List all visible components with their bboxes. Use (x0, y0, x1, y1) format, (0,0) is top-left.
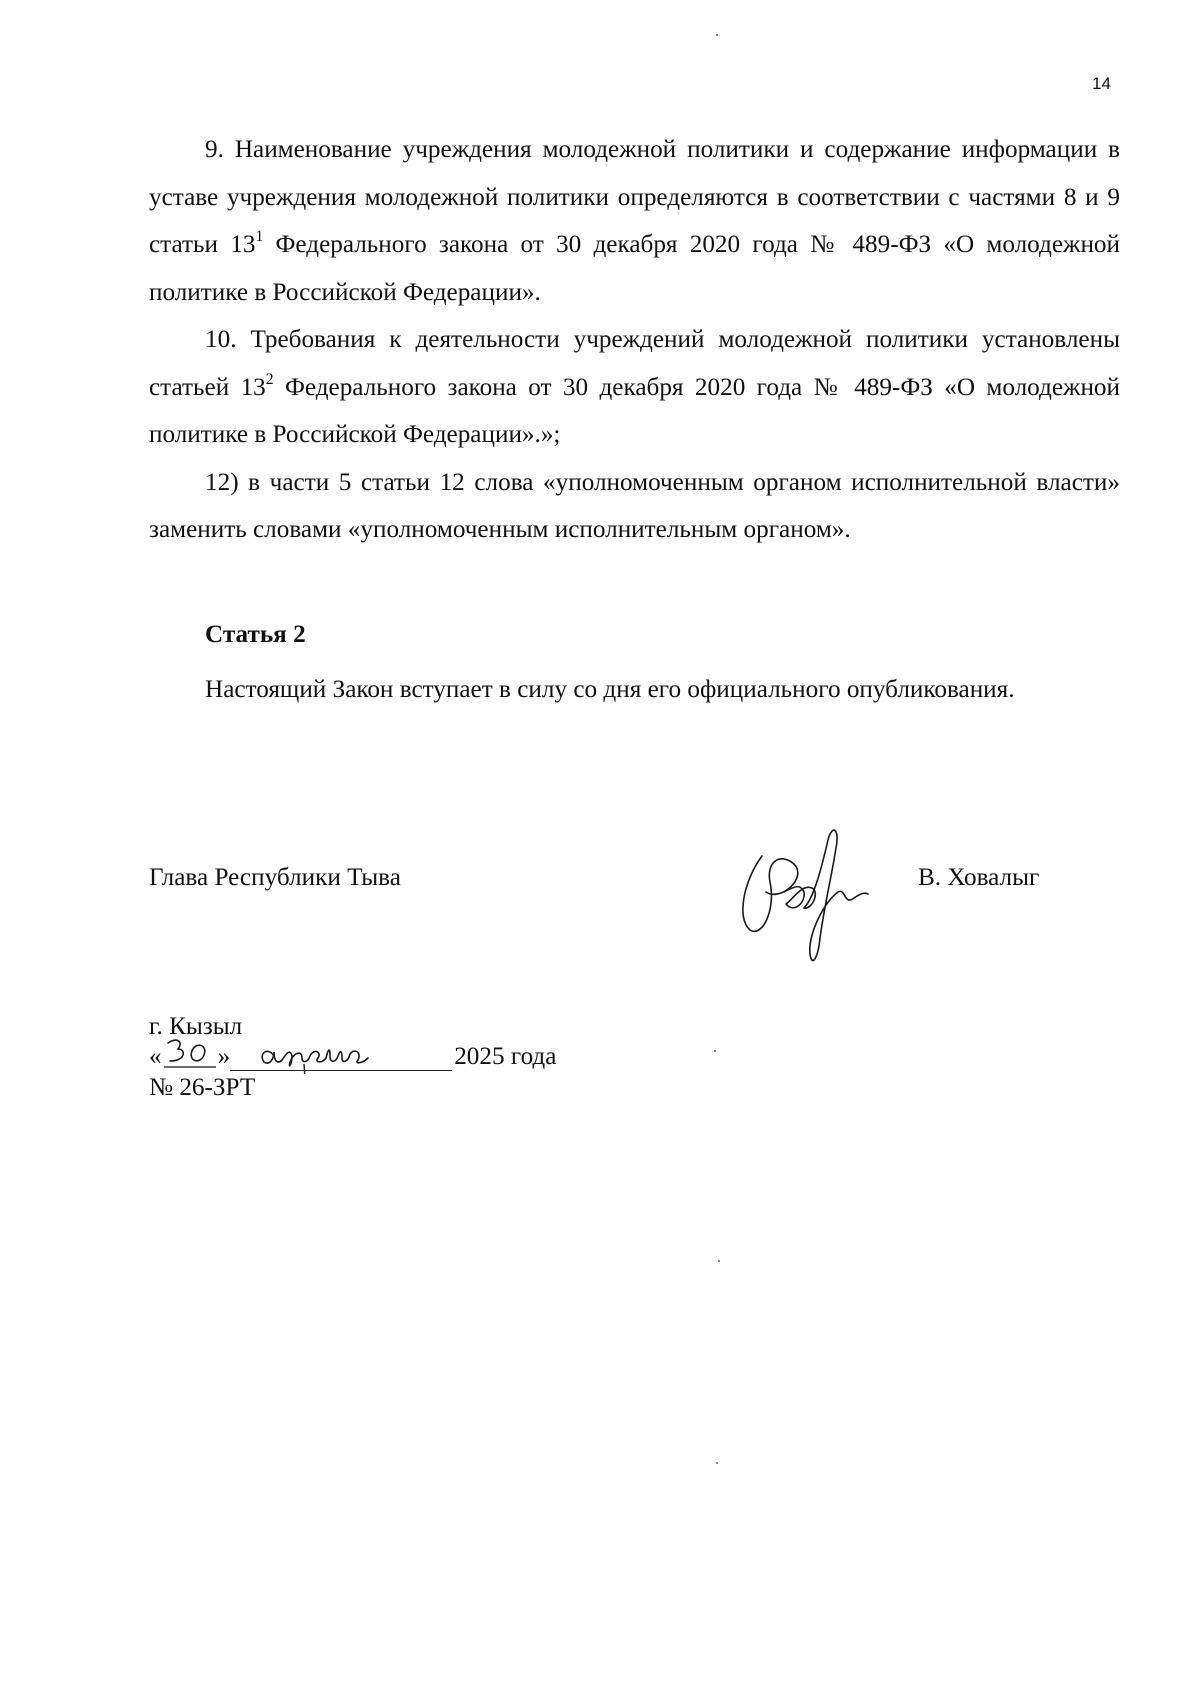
document-body (149, 126, 1120, 554)
handwritten-signature (728, 818, 878, 968)
paragraph-text: 10. Требования к деятельности учреждений молодежной политики установлены статьей 13 (149, 326, 1120, 401)
date-day-field (162, 1045, 218, 1071)
superscript: 2 (265, 370, 274, 388)
paragraph-12: 12) в части 5 статьи 12 слова «уполномоченным органом исполнительной власти» заменить словами «уполномоченным исполнительным органом». (149, 468, 1120, 543)
paragraph-text: 9. Наименование учреждения молодежной политики и содержание информации в уставе учреждения молодежной политики определяются в соответствии с частями 8 и 9 статьи 13 (149, 136, 1120, 258)
paragraph-10 (149, 316, 1120, 459)
paragraph-text: Федерального закона от 30 декабря 2020 года № 489-ФЗ «О молодежной политике в Российской Федерации». (149, 231, 1120, 306)
superscript: 1 (255, 228, 264, 246)
handwritten-month (230, 1034, 452, 1074)
paragraph-9 (149, 126, 1120, 316)
scan-speck (714, 1050, 716, 1052)
article-text: Настоящий Закон вступает в силу со дня его официального опубликования. (205, 676, 1015, 703)
scan-speck (716, 34, 718, 36)
page-number: 14 (1092, 74, 1111, 93)
date-year: 2025 года (454, 1043, 557, 1070)
date-close-quote: » (217, 1043, 231, 1070)
signatory-name: В. Ховалыг (918, 864, 1040, 891)
date-line (149, 1043, 556, 1071)
place: г. Кызыл (149, 1013, 243, 1040)
handwritten-day (162, 1035, 218, 1073)
law-number: № 26-ЗРТ (149, 1074, 256, 1101)
scan-speck (718, 1260, 720, 1262)
article-heading: Статья 2 (205, 621, 306, 648)
date-month-field (230, 1044, 452, 1071)
paragraph-text: Федерального закона от 30 декабря 2020 года № 489-ФЗ «О молодежной политике в Российской Федерации».»; (149, 373, 1120, 448)
scan-speck (716, 1462, 718, 1464)
date-open-quote: « (149, 1043, 162, 1070)
signature-title: Глава Республики Тыва (149, 864, 401, 891)
